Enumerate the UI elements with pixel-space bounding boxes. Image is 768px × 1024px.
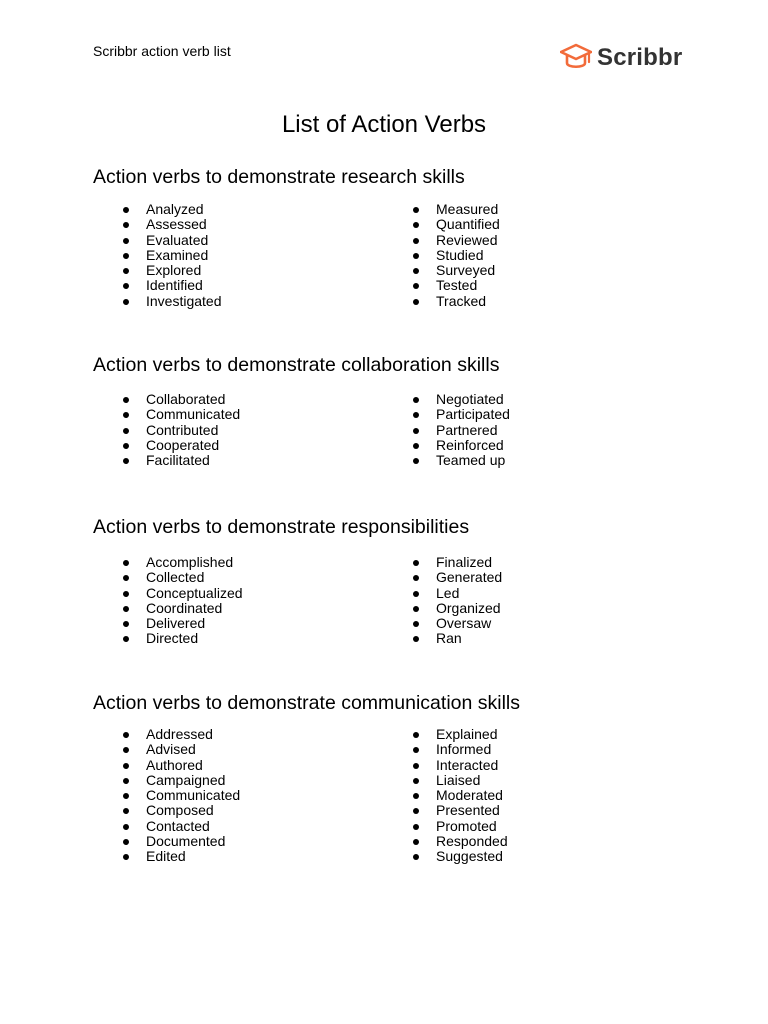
list-item [123, 233, 222, 248]
verb-text: Accomplished [146, 554, 234, 570]
verb-text: Composed [146, 802, 214, 819]
section-heading: Action verbs to demonstrate responsibilities [93, 516, 470, 538]
verb-text: Delivered [146, 615, 206, 632]
verb-text: Evaluated [146, 231, 209, 248]
bullet-icon [413, 428, 419, 434]
list-item [413, 423, 510, 438]
verb-text: Tracked [436, 292, 487, 309]
verb-text: Organized [436, 599, 501, 616]
verb-text: Cooperated [146, 436, 220, 453]
scribbr-logo [560, 42, 682, 74]
logo-text: Scribbr [597, 44, 683, 71]
bullet-icon [123, 283, 129, 289]
bullet-icon [123, 839, 129, 845]
verb-text: Responded [436, 833, 508, 850]
verb-text: Edited [146, 848, 186, 865]
list-item [413, 438, 510, 453]
verb-text: Examined [146, 246, 209, 263]
verb-text: Campaigned [146, 771, 226, 788]
list-item [413, 788, 508, 803]
list-item [123, 849, 240, 864]
list-item [413, 616, 502, 631]
section-research-skills [93, 165, 733, 309]
section-heading: Action verbs to demonstrate communication skills [93, 692, 521, 714]
bullet-icon [123, 747, 129, 753]
verb-text: Generated [436, 569, 503, 586]
verb-text: Collected [146, 569, 205, 586]
list-item [413, 803, 508, 818]
bullet-icon [413, 824, 419, 830]
list-item [413, 263, 500, 278]
list-item [123, 803, 240, 818]
list-item [413, 631, 502, 646]
bullet-icon [123, 443, 129, 449]
bullet-icon [413, 621, 419, 627]
list-item [413, 248, 500, 263]
list-item [123, 555, 243, 570]
verb-list-left [123, 727, 240, 865]
list-item [123, 423, 240, 438]
verb-text: Reviewed [436, 231, 498, 248]
verb-text: Facilitated [146, 452, 210, 469]
verb-text: Contributed [146, 421, 219, 438]
bullet-icon [123, 763, 129, 769]
verb-list-right [413, 392, 510, 468]
bullet-icon [413, 763, 419, 769]
bullet-icon [123, 222, 129, 228]
page-title: List of Action Verbs [281, 111, 487, 138]
verb-text: Surveyed [436, 262, 496, 279]
verb-text: Conceptualized [146, 584, 243, 601]
verb-text: Moderated [436, 787, 503, 804]
verb-text: Addressed [146, 726, 213, 742]
bullet-icon [123, 732, 129, 738]
verb-text: Partnered [436, 421, 498, 438]
list-item [413, 849, 508, 864]
verb-list-left [123, 202, 222, 309]
section-heading: Action verbs to demonstrate collaboration skills [93, 354, 500, 376]
bullet-icon [413, 839, 419, 845]
list-item [123, 407, 240, 422]
list-item [413, 758, 508, 773]
verb-list-right [413, 727, 508, 865]
list-item [123, 601, 243, 616]
bullet-icon [123, 824, 129, 830]
verb-text: Measured [436, 201, 499, 217]
verb-list-right [413, 202, 500, 309]
verb-list-right [413, 555, 502, 647]
list-item [413, 392, 510, 407]
section-responsibilities [93, 515, 733, 647]
verb-text: Directed [146, 630, 199, 647]
list-item [123, 453, 240, 468]
verb-text: Quantified [436, 216, 500, 233]
verb-text: Collaborated [146, 391, 226, 407]
bullet-icon [413, 575, 419, 581]
graduation-cap-icon [560, 43, 592, 73]
bullet-icon [413, 606, 419, 612]
verb-text: Finalized [436, 554, 493, 570]
list-item [123, 616, 243, 631]
bullet-icon [413, 560, 419, 566]
list-item [413, 586, 502, 601]
verb-text: Analyzed [146, 201, 204, 217]
verb-text: Authored [146, 756, 203, 773]
section-communication-skills [93, 691, 733, 865]
bullet-icon [413, 458, 419, 464]
list-item [413, 742, 508, 757]
verb-text: Informed [436, 741, 492, 758]
bullet-icon [413, 747, 419, 753]
list-item [413, 407, 510, 422]
list-item [123, 758, 240, 773]
list-item [123, 392, 240, 407]
bullet-icon [413, 222, 419, 228]
list-item [123, 631, 243, 646]
bullet-icon [413, 854, 419, 860]
bullet-icon [123, 428, 129, 434]
verb-text: Reinforced [436, 436, 504, 453]
bullet-icon [123, 207, 129, 213]
verb-text: Participated [436, 406, 510, 423]
list-item [413, 217, 500, 232]
bullet-icon [413, 443, 419, 449]
bullet-icon [413, 591, 419, 597]
bullet-icon [123, 636, 129, 642]
bullet-icon [413, 397, 419, 403]
list-item [413, 278, 500, 293]
bullet-icon [123, 268, 129, 274]
bullet-icon [123, 793, 129, 799]
list-item [413, 555, 502, 570]
bullet-icon [413, 732, 419, 738]
section-collaboration-skills [93, 353, 733, 469]
bullet-icon [123, 412, 129, 418]
list-item [123, 217, 222, 232]
bullet-icon [123, 253, 129, 259]
verb-text: Contacted [146, 817, 210, 834]
bullet-icon [413, 793, 419, 799]
bullet-icon [123, 397, 129, 403]
bullet-icon [123, 854, 129, 860]
verb-text: Teamed up [436, 452, 506, 469]
verb-list-left [123, 392, 240, 468]
list-item [123, 202, 222, 217]
list-item [413, 773, 508, 788]
bullet-icon [123, 299, 129, 305]
verb-text: Promoted [436, 817, 497, 834]
list-item [413, 819, 508, 834]
list-item [413, 233, 500, 248]
bullet-icon [123, 238, 129, 244]
bullet-icon [413, 207, 419, 213]
bullet-icon [413, 778, 419, 784]
list-item [123, 263, 222, 278]
bullet-icon [413, 238, 419, 244]
list-item [123, 788, 240, 803]
bullet-icon [123, 591, 129, 597]
verb-text: Suggested [436, 848, 503, 865]
bullet-icon [413, 283, 419, 289]
list-item [413, 601, 502, 616]
list-item [123, 819, 240, 834]
list-item [123, 438, 240, 453]
verb-list-left [123, 555, 243, 647]
verb-text: Explored [146, 262, 202, 279]
verb-text: Communicated [146, 787, 241, 804]
verb-text: Advised [146, 741, 196, 758]
verb-text: Ran [436, 630, 462, 647]
list-item [123, 773, 240, 788]
verb-text: Negotiated [436, 391, 504, 407]
verb-text: Studied [436, 246, 484, 263]
list-item [413, 202, 500, 217]
verb-text: Presented [436, 802, 500, 819]
list-item [413, 294, 500, 309]
bullet-icon [123, 621, 129, 627]
list-item [123, 248, 222, 263]
list-item [123, 570, 243, 585]
bullet-icon [123, 778, 129, 784]
list-item [413, 834, 508, 849]
verb-text: Investigated [146, 292, 222, 309]
bullet-icon [413, 253, 419, 259]
list-item [123, 278, 222, 293]
verb-text: Coordinated [146, 599, 223, 616]
bullet-icon [123, 606, 129, 612]
document-header-label: Scribbr action verb list [93, 43, 231, 59]
list-item [413, 570, 502, 585]
verb-text: Tested [436, 277, 478, 294]
list-item [123, 834, 240, 849]
list-item [123, 742, 240, 757]
list-item [413, 453, 510, 468]
verb-text: Documented [146, 833, 226, 850]
list-item [123, 727, 240, 742]
verb-text: Assessed [146, 216, 207, 233]
bullet-icon [413, 268, 419, 274]
bullet-icon [413, 636, 419, 642]
bullet-icon [413, 299, 419, 305]
verb-text: Identified [146, 277, 203, 294]
bullet-icon [413, 412, 419, 418]
bullet-icon [123, 575, 129, 581]
bullet-icon [413, 808, 419, 814]
verb-text: Oversaw [436, 615, 492, 632]
verb-text: Explained [436, 726, 498, 742]
bullet-icon [123, 560, 129, 566]
verb-text: Led [436, 584, 460, 601]
bullet-icon [123, 458, 129, 464]
list-item [413, 727, 508, 742]
list-item [123, 586, 243, 601]
verb-text: Liaised [436, 771, 481, 788]
section-heading: Action verbs to demonstrate research skills [93, 166, 465, 188]
verb-text: Communicated [146, 406, 241, 423]
list-item [123, 294, 222, 309]
verb-text: Interacted [436, 756, 499, 773]
bullet-icon [123, 808, 129, 814]
